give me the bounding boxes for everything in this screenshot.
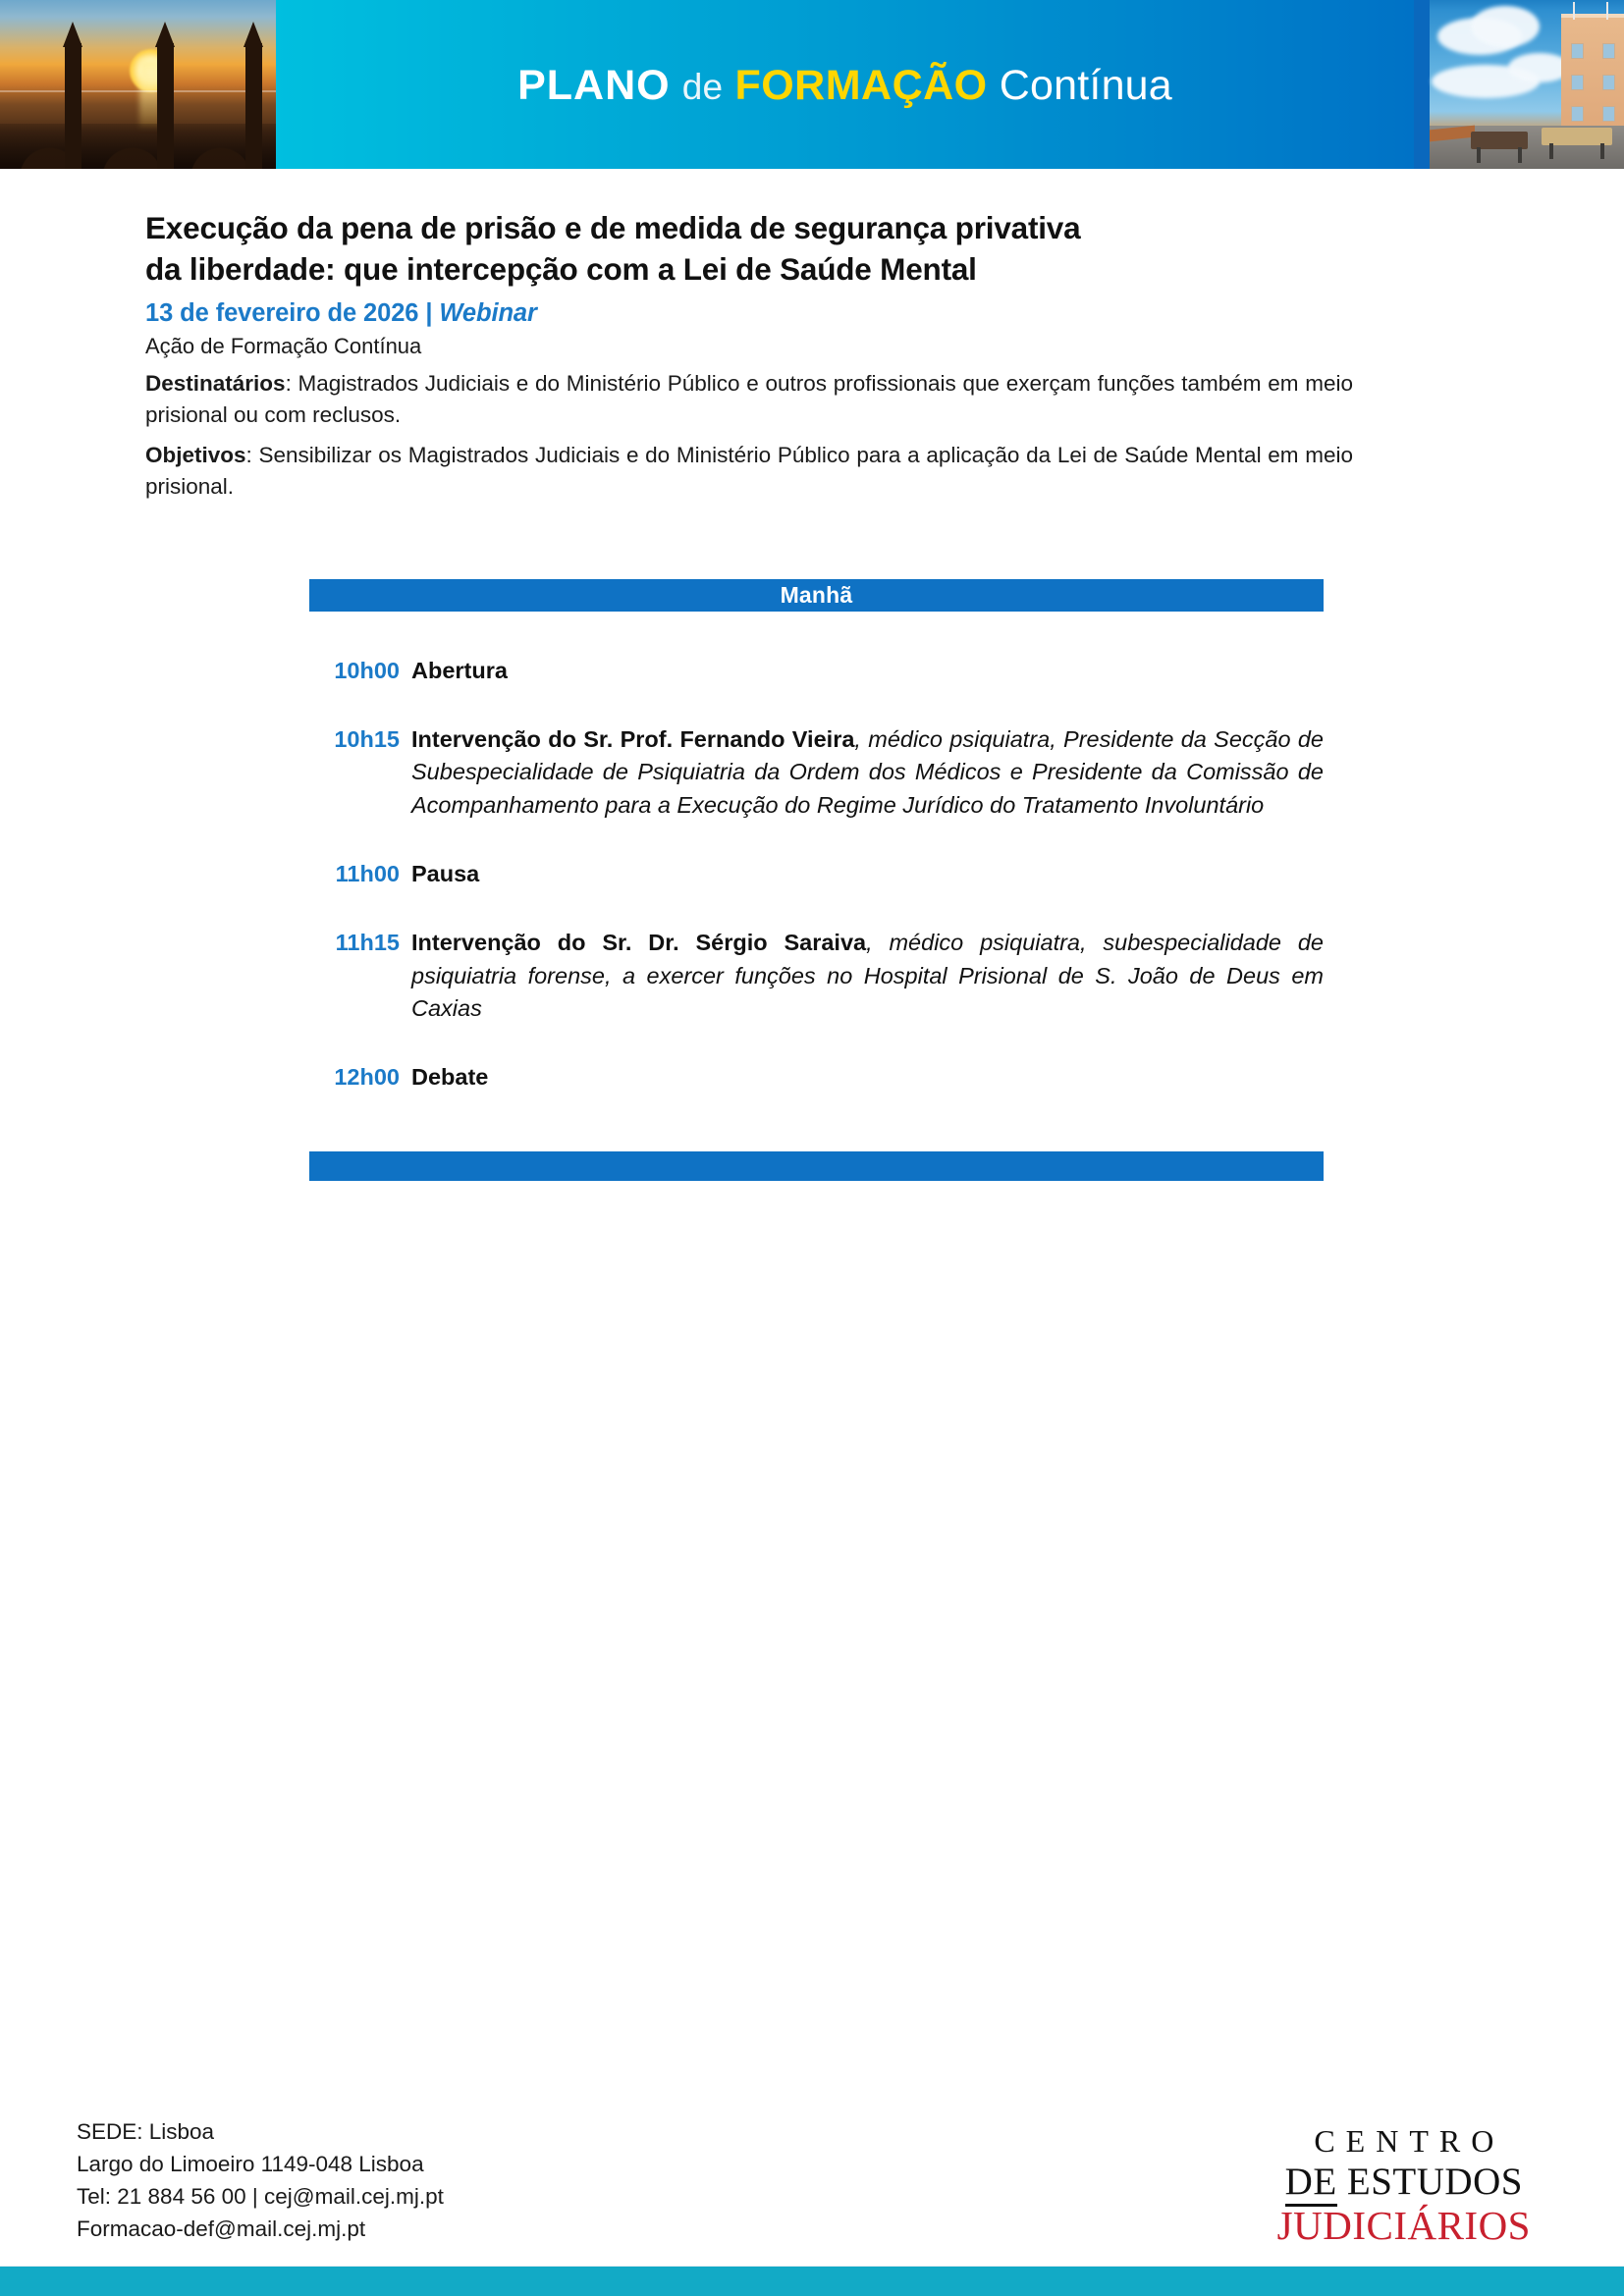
agenda-row-time: 12h00 [334,1064,400,1091]
bench-shape [1542,128,1612,145]
photo-left-strip [1414,0,1430,169]
footer-content [0,2115,1624,2258]
cej-logo [1277,2125,1531,2246]
agenda-row-speaker-details: , médico psiquiatra, Presidente da Secção de Subespecialidade de Psiquiatria da Ordem dos Médicos e Presidente da Comissão de Acompanhamento para a Execução do Regime Jurídico do Tratamento Involuntário [411,725,1324,818]
logo-line-de-estudos [1277,2163,1531,2201]
railing-spike [157,43,174,169]
agenda-session-header [309,579,1324,612]
agenda-row-title: Abertura [411,657,508,683]
agenda-row [309,858,1324,890]
window-shape [1571,43,1584,59]
agenda-row-title: Pausa [411,860,480,886]
agenda-row-time: 10h15 [334,725,400,752]
objectives-text: : Sensibilizar os Magistrados Judiciais e do Ministério Público para a aplicação da Lei de Saúde Mental em meio prisional. [145,442,1353,499]
banner-title-formacao: FORMAÇÃO [734,61,988,109]
footer-contact-line: SEDE: Lisboa [77,2119,215,2144]
flagpole [1606,2,1608,20]
window-shape [1602,43,1615,59]
sunset-photo [0,0,276,169]
banner-title-de: de [681,66,724,107]
agenda-row-title: Debate [411,1064,489,1091]
event-modality: Webinar [439,298,537,327]
window-shape [1571,75,1584,90]
objectives-label: Objetivos [145,442,246,467]
window-shape [1602,106,1615,122]
building-shape [1561,14,1624,133]
building-photo [1414,0,1624,169]
event-subtitle: Ação de Formação Contínua [145,333,422,358]
railing-spike [65,43,81,169]
audience-paragraph [145,368,1353,431]
agenda-row [309,723,1324,822]
railing-spike [245,43,262,169]
agenda-row-list [309,655,1324,1095]
page-title-line-1: Execução da pena de prisão e de medida de segurança privativa [145,210,1081,245]
footer-contact-line: Tel: 21 884 56 00 | cej@mail.cej.mj.pt [77,2184,444,2210]
objectives-paragraph [145,440,1353,503]
agenda-row-time: 11h00 [335,860,400,886]
audience-text: : Magistrados Judiciais e do Ministério Público e outros profissionais que exerçam funções também em meio prisional ou com reclusos. [145,370,1353,427]
banner-title-continua: Contínua [999,61,1172,109]
logo-line-centro: CENTRO [1314,2123,1505,2159]
audience-label: Destinatários [145,370,286,396]
date-separator: | [418,298,440,327]
footer-accent-bar [0,2267,1624,2296]
footer-contact-line: Largo do Limoeiro 1149-048 Lisboa [77,2152,424,2177]
footer-contact-block [77,2115,444,2245]
logo-word-de: DE [1285,2161,1337,2207]
agenda-row [309,655,1324,687]
footer-contact-line: Formacao-def@mail.cej.mj.pt [77,2216,366,2242]
agenda-row [309,1061,1324,1094]
document-header-block [0,169,1624,503]
cloud-shape [1471,6,1540,47]
page-body [0,169,1624,1181]
banner-title-plano: PLANO [517,61,671,109]
page-header-banner [0,0,1624,169]
bench-leg [1477,147,1481,163]
bench-leg [1518,147,1522,163]
page-title-line-2: da liberdade: que intercepção com a Lei de Saúde Mental [145,250,977,287]
agenda-closing-bar [309,1151,1324,1181]
agenda-table [0,579,1624,1181]
agenda-row-time: 10h00 [334,657,400,683]
railing-base [0,124,276,169]
agenda-row-description [411,927,1324,1025]
agenda-row-description [411,1061,1324,1094]
horizon-line [0,90,276,92]
event-date: 13 de fevereiro de 2026 [145,298,419,327]
bench-leg [1600,143,1604,159]
agenda-row-time: 11h15 [335,930,400,956]
logo-line-judiciarios: JUDICIÁRIOS [1276,2203,1531,2248]
event-date-line [145,299,1522,328]
agenda-row [309,927,1324,1025]
page-footer [0,2115,1624,2296]
window-shape [1571,106,1584,122]
logo-word-estudos: ESTUDOS [1346,2161,1523,2203]
banner-title-area [276,0,1414,169]
agenda-row-description [411,723,1324,822]
agenda-row-title: Intervenção do Sr. Dr. Sérgio Saraiva [411,930,867,956]
agenda-row-title: Intervenção do Sr. Prof. Fernando Vieira [411,725,855,752]
agenda-row-description [411,858,1324,890]
agenda-row-description [411,655,1324,687]
window-shape [1602,75,1615,90]
agenda-session-label: Manhã [780,581,853,608]
agenda-row-speaker-details: , médico psiquiatra, subespecialidade de psiquiatria forense, a exercer funções no Hospital Prisional de S. João de Deus em Caxias [411,930,1324,1022]
bench-shape [1471,132,1528,149]
bench-leg [1549,143,1553,159]
flagpole [1573,2,1575,20]
banner-title [517,62,1172,110]
page-title [145,208,1304,291]
